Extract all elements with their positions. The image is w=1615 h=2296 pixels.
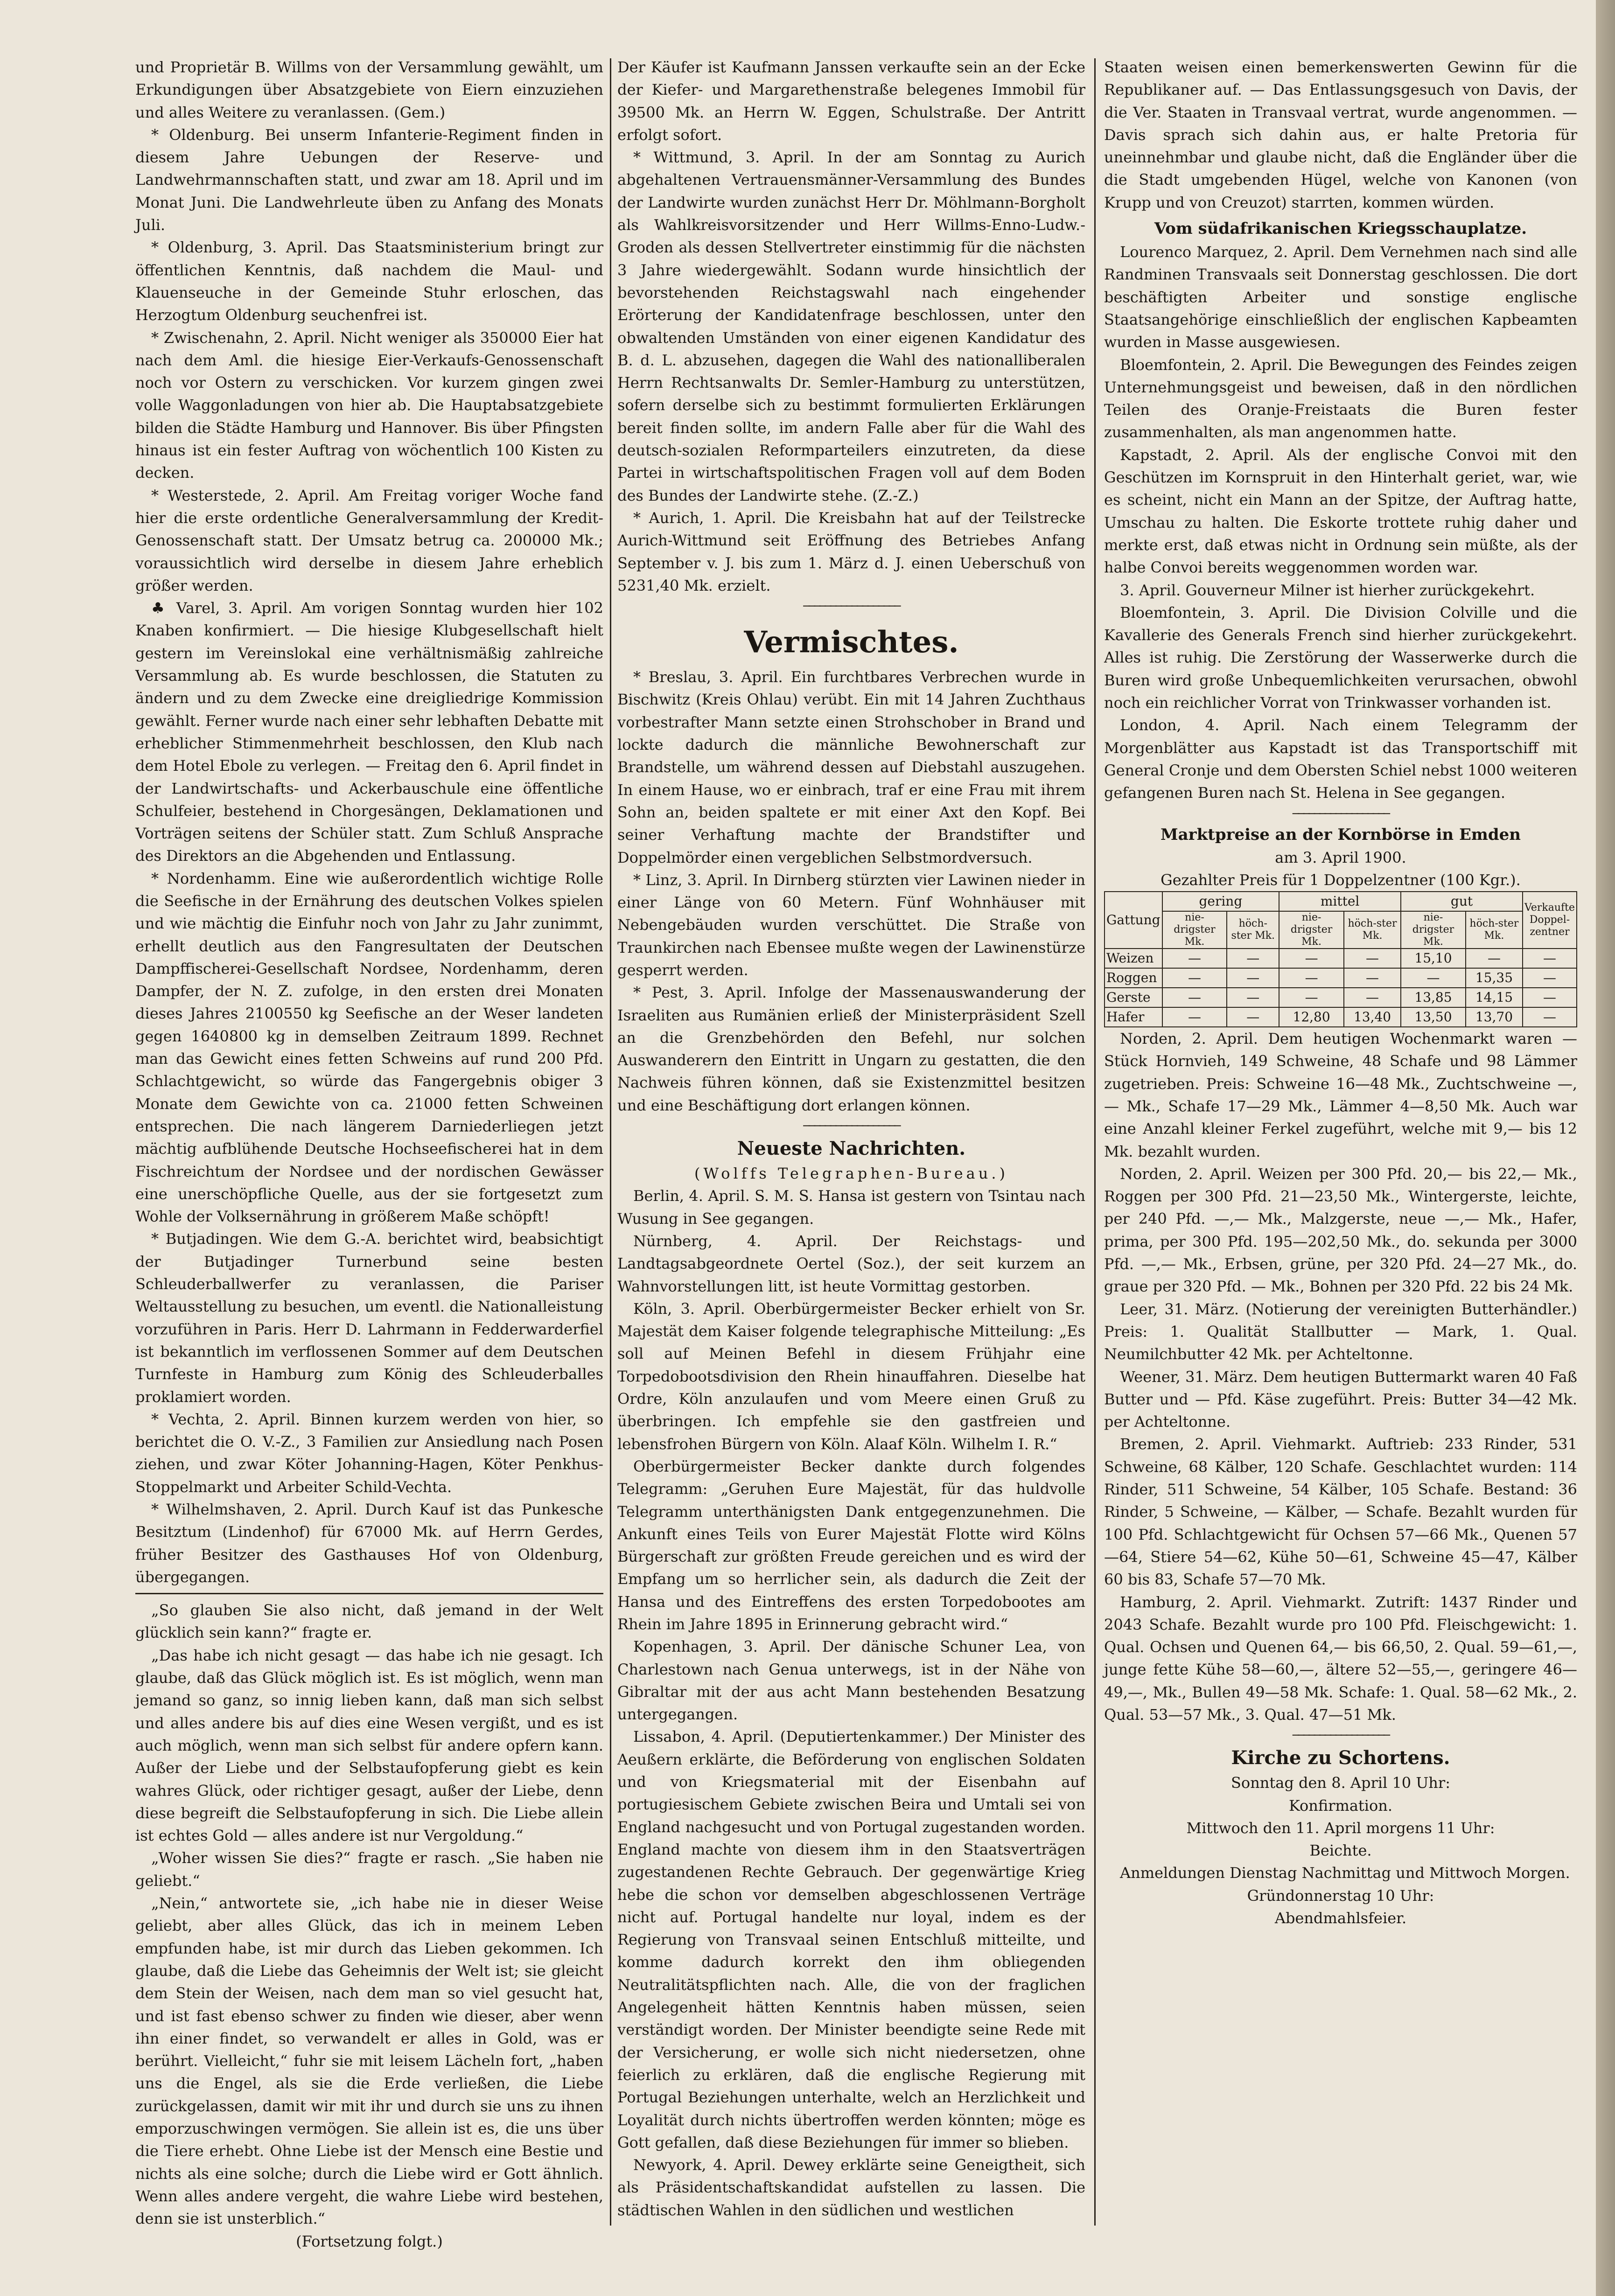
table-cell: —: [1344, 949, 1401, 968]
news-paragraph: Köln, 3. April. Oberbürgermeister Becker erhielt von Sr. Majestät dem Kaiser folgende telegraphische Mitteilung: „Es soll auf Meinen Befehl in diesem Frühjahr eine Torpedobootsdivision den Rhein hinauffahren. Dieselbe hat Ordre, Köln anzulaufen und vom Meere einen Gruß zu überbringen. Ich empfehle sie den gastfreien und lebensfrohen Bürgern von Köln. Alaaf Köln. Wilhelm I. R.“: [617, 1299, 1085, 1453]
page-edge: [1596, 0, 1615, 2296]
article-paragraph: Der Käufer ist Kaufmann Janssen verkaufte sein an der Ecke der Kiefer- und Margarethenstraße belegenes Immobil für 39500 Mk. an Herrn W. Eggen, Schulstraße. Der Antritt erfolgt sofort.: [617, 58, 1085, 144]
table-cell: —: [1523, 1007, 1577, 1027]
story-paragraph: „Woher wissen Sie dies?“ fragte er rasch. „Sie haben nie geliebt.“: [135, 1849, 603, 1890]
table-cell: Weizen: [1105, 949, 1162, 968]
table-cell: —: [1279, 949, 1344, 968]
war-paragraph: 3. April. Gouverneur Milner ist hierher zurückgekehrt.: [1120, 581, 1535, 599]
article-paragraph: Staaten weisen einen bemerkenswerten Gewinn für die Republikaner auf. — Das Entlassungsgesuch von Davis, der die Ver. Staaten in Transvaal vertrat, wurde angenommen. — Davis sprach sich dahin aus, er halte Pretoria für uneinnehmbar und glaube nicht, daß die Engländer über die die Stadt umgebenden Hügel, welche von Kanonen (von Krupp und von Creuzot) starrten, kommen würden.: [1104, 58, 1577, 211]
table-cell: —: [1401, 968, 1466, 988]
table-cell: —: [1466, 949, 1523, 968]
war-paragraph: Bloemfontein, 2. April. Die Bewegungen des Feindes zeigen Unternehmungsgeist und beweisen, daß in den nördlichen Teilen des Oranje-Freistaats die Buren fester zusammenhalten, als man angenommen hatte.: [1104, 356, 1577, 441]
table-row: [1105, 949, 1577, 968]
table-cell: —: [1279, 968, 1344, 988]
news-paragraph: Newyork, 4. April. Dewey erklärte seine Geneigtheit, sich als Präsidentschaftskandidat aufstellen zu lassen. Die städtischen Wahlen in den südlichen und westlichen: [617, 2156, 1085, 2219]
church-line: Beichte.: [1309, 1842, 1372, 1860]
story-paragraph: „Nein,“ antwortete sie, „ich habe nie in dieser Weise geliebt, aber alles Glück, das ich in meinem Leben empfunden habe, ist mir durch das Lieben gekommen. Ich glaube, daß die Liebe das Geheimnis der Welt ist; sie gleicht dem Stein der Weisen, nach dem man so viel gesucht hat, und ist fast ebenso schwer zu finden wie dieser, aber wenn ihn einer findet, so verwandelt er alles in Gold, was er berührt. Vielleicht,“ fuhr sie mit leisem Lächeln fort, „haben uns die Engel, als sie die Erde verließen, die Liebe zurückgelassen, damit wir mit ihr und durch sie uns zu ihnen emporzuschwingen vermögen. Sie allein ist es, die uns über die Tiere erhebt. Ohne Liebe ist der Mensch eine Bestie und nichts als eine solche; durch die Liebe wird er Gott ähnlich. Wenn alles andere vergeht, die wahre Liebe wird bestehen, denn sie ist unsterblich.“: [135, 1894, 603, 2228]
church-line: Abendmahlsfeier.: [1274, 1909, 1407, 1927]
column-rule-1: [610, 58, 611, 2226]
article-paragraph: * Vechta, 2. April. Binnen kurzem werden von hier, so berichtet die O. V.-Z., 3 Familien zur Ansiedlung nach Posen ziehen, und zwar Köter Johanning-Hagen, Köter Penkhus-Stoppelmarkt und Arbeiter Schild-Vechta.: [135, 1410, 603, 1496]
table-cell: 15,10: [1401, 949, 1466, 968]
news-paragraph: Berlin, 4. April. S. M. S. Hansa ist gestern von Tsintau nach Wusung in See gegangen.: [617, 1187, 1085, 1228]
market-title: Marktpreise an der Kornbörse in Emden: [1160, 825, 1521, 844]
market-subtitle: Gezahlter Preis für 1 Doppelzentner (100 Kgr.).: [1161, 871, 1521, 889]
column-1: [135, 56, 603, 2250]
table-cell: —: [1162, 968, 1227, 988]
table-cell: —: [1162, 988, 1227, 1007]
table-header-high: höch-ster Mk.: [1466, 911, 1523, 949]
table-row: [1105, 988, 1577, 1007]
table-cell: —: [1279, 988, 1344, 1007]
church-title: Kirche zu Schortens.: [1231, 1747, 1450, 1769]
table-cell: Hafer: [1105, 1007, 1162, 1027]
market-price-table: [1104, 891, 1577, 1027]
article-paragraph: * Breslau, 3. April. Ein furchtbares Verbrechen wurde in Bischwitz (Kreis Ohlau) verübt. Ein mit 14 Jahren Zuchthaus vorbestrafter Mann setzte einen Strohschober in Brand und lockte dadurch die männliche Bewohnerschaft zur Brandstelle, um während dessen auf Diebstahl auszugehen. In einem Hause, wo er einbrach, traf er eine Frau mit ihrem Sohn an, beiden spaltete er mit einer Axt den Kopf. Bei seiner Verhaftung machte der Brandstifter und Doppelmörder einen vergeblichen Selbstmordversuch.: [617, 668, 1085, 866]
column-3: [1104, 56, 1577, 2226]
table-cell: —: [1227, 988, 1279, 1007]
section-title-vermischtes: Vermischtes.: [744, 625, 959, 660]
war-paragraph: Lourenco Marquez, 2. April. Dem Vernehmen nach sind alle Randminen Transvaals seit Donnerstag geschlossen. Die dort beschäftigten Arbeiter und sonstige englische Staatsangehörige einschließlich der englischen Kapbeamten wurden in Masse ausgewiesen.: [1104, 243, 1577, 351]
table-cell: Gerste: [1105, 988, 1162, 1007]
table-row: [1105, 968, 1577, 988]
story-paragraph: „So glauben Sie also nicht, daß jemand in der Welt glücklich sein kann?“ fragte er.: [135, 1601, 603, 1642]
news-paragraph: Oberbürgermeister Becker dankte durch folgendes Telegramm: „Geruhen Eure Majestät, für das huldvolle Telegramm unterthänigsten Dank entgegenzunehmen. Die Ankunft eines Teils von Eurer Majestät Flotte wird Kölns Bürgerschaft zur größten Freude gereichen und es wird der Empfang um so herrlicher sein, als dadurch die Zeit der Hansa und des Eintreffens des ersten Torpedobootes am Rhein im Jahre 1895 in Erinnerung gebracht wird.“: [617, 1457, 1085, 1633]
section-divider: [1104, 1726, 1577, 1745]
section-divider: [617, 597, 1085, 615]
article-paragraph: * Zwischenahn, 2. April. Nicht weniger als 350000 Eier hat nach dem Aml. die hiesige Eier-Verkaufs-Genossenschaft noch vor Ostern zu verschicken. Vor kurzem gingen zwei volle Waggonladungen von hier ab. Die Hauptabsatzgebiete bilden die Städte Hamburg und Hannover. Bis über Pfingsten hinaus ist ein fester Auftrag von wöchentlich 100 Kisten zu decken.: [135, 328, 603, 482]
column-rule-2: [1094, 58, 1096, 2226]
table-header-group: gut: [1401, 892, 1523, 911]
market-paragraph: Norden, 2. April. Dem heutigen Wochenmarkt waren — Stück Hornvieh, 149 Schweine, 48 Schafe und 98 Lämmer zugetrieben. Preis: Schweine 16—48 Mk., Zuchtschweine —,— Mk., Schafe 17—29 Mk., Lämmer 4—8,50 Mk. Auch war eine Anzahl kleiner Ferkel zugeführt, welche mit 9,— bis 12 Mk. bezahlt wurden.: [1104, 1030, 1577, 1160]
table-header-group: mittel: [1279, 892, 1401, 911]
column-2: [617, 56, 1085, 2226]
article-paragraph: * Oldenburg. Bei unserm Infanterie-Regiment finden in diesem Jahre Uebungen der Reserve- und Landwehrmannschaften statt, und zwar am 18. April und im Monat Juni. Die Landwehrleute üben zu Anfang des Monats Juli.: [135, 126, 603, 234]
table-cell: 15,35: [1466, 968, 1523, 988]
section-divider: [1104, 804, 1577, 823]
church-line: Mittwoch den 11. April morgens 11 Uhr:: [1186, 1819, 1495, 1837]
church-line: Sonntag den 8. April 10 Uhr:: [1231, 1774, 1450, 1792]
table-cell: —: [1523, 949, 1577, 968]
table-header-low: nie-drigster Mk.: [1162, 911, 1227, 949]
market-paragraph: Hamburg, 2. April. Viehmarkt. Zutrift: 1437 Rinder und 2043 Schafe. Bezahlt wurde pro 100 Pfd. Fleischgewicht: 1. Qual. Ochsen und Quenen 64,— bis 66,50, 2. Qual. 59—61,—, junge fette Kühe 58—60,—, ältere 52—55,—, geringere 46—49,—, Mk., Bullen 49—58 Mk. Schafe: 1. Qual. 58—62 Mk., 2. Qual. 53—57 Mk., 3. Qual. 47—51 Mk.: [1104, 1593, 1577, 1724]
war-paragraph: Kapstadt, 2. April. Als der englische Convoi mit den Geschützen im Kornspruit in den Hinterhalt geriet, war, wie es scheint, nicht ein Mann an der Spitze, der Auftrag hatte, Umschau zu halten. Die Eskorte trottete ruhig daher und merkte erst, daß etwas nicht in Ordnung sein müßte, als der halbe Convoi bereits weggenommen worden war.: [1104, 446, 1577, 577]
table-cell: —: [1227, 968, 1279, 988]
article-paragraph: * Pest, 3. April. Infolge der Massenauswanderung der Israeliten aus Rumänien erließ der Ministerpräsident Szell an die Grenzbehörden den Befehl, nur solchen Auswanderern den Eintritt in Ungarn zu gestatten, die den Nachweis führen können, daß sie Existenzmittel besitzen und eine Beschäftigung dort erlangen können.: [617, 984, 1085, 1114]
table-header-verkauft: Verkaufte Doppel-zentner: [1523, 892, 1577, 949]
church-line: Anmeldungen Dienstag Nachmittag und Mittwoch Morgen.: [1120, 1864, 1570, 1882]
article-paragraph: * Westerstede, 2. April. Am Freitag voriger Woche fand hier die erste ordentliche Generalversammlung der Kredit-Genossenschaft statt. Der Umsatz betrug ca. 200000 Mk.; voraussichtlich wird derselbe in diesem Jahre erheblich größer werden.: [135, 486, 603, 594]
table-header-low: nie-drigster Mk.: [1401, 911, 1466, 949]
table-cell: —: [1227, 1007, 1279, 1027]
market-paragraph: Leer, 31. März. (Notierung der vereinigten Butterhändler.) Preis: 1. Qualität Stallbutter — Mark, 1. Qual. Neumilchbutter 42 Mk. per Achteltonne.: [1104, 1300, 1577, 1363]
church-line: Konfirmation.: [1288, 1796, 1393, 1814]
article-paragraph: und Proprietär B. Willms von der Versammlung gewählt, um Erkundigungen über Absatzgebiete von Eiern einzuziehen und alles Weitere zu veranlassen. (Gem.): [135, 58, 603, 121]
table-cell: 13,40: [1344, 1007, 1401, 1027]
news-paragraph: Nürnberg, 4. April. Der Reichstags- und Landtagsabgeordnete Oertel (Soz.), der seit kurzem an Wahnvorstellungen litt, ist heute Vormittag gestorben.: [617, 1232, 1085, 1295]
table-cell: Roggen: [1105, 968, 1162, 988]
table-header-high: höch-ster Mk.: [1344, 911, 1401, 949]
table-cell: —: [1227, 949, 1279, 968]
table-header-low: nie-drigster Mk.: [1279, 911, 1344, 949]
article-paragraph: * Aurich, 1. April. Die Kreisbahn hat auf der Teilstrecke Aurich-Wittmund seit Eröffnung des Betriebes Anfang September v. J. bis zum 1. März d. J. einen Ueberschuß von 5231,40 Mk. erzielt.: [617, 509, 1085, 594]
table-cell: 13,85: [1401, 988, 1466, 1007]
market-paragraph: Norden, 2. April. Weizen per 300 Pfd. 20,— bis 22,— Mk., Roggen per 300 Pfd. 21—23,50 Mk., Wintergerste, leichte, per 240 Pfd. —,— Mk., Malzgerste, neue —,— Mk., Hafer, prima, per 300 Pfd. 195—202,50 Mk., do. sekunda per 3000 Pfd. —,— Mk., Erbsen, grüne, per 320 Pfd. 24—27 Mk., do. graue per 320 Pfd. — Mk., Bohnen per 320 Pfd. 22 bis 24 Mk.: [1104, 1165, 1577, 1296]
table-cell: —: [1162, 1007, 1227, 1027]
table-cell: —: [1162, 949, 1227, 968]
section-title-news: Neueste Nachrichten.: [737, 1138, 966, 1160]
table-cell: 12,80: [1279, 1007, 1344, 1027]
news-paragraph: Lissabon, 4. April. (Deputiertenkammer.) Der Minister des Aeußern erklärte, die Beförderung von englischen Soldaten und von Kriegsmaterial mit der Eisenbahn auf portugiesischem Gebiete zwischen Beira und Umtali sei von England nachgesucht und von Portugal zugestanden worden. England machte von diesem ihm in den Staatsverträgen zugestandenen Rechte Gebrauch. Der gegenwärtige Krieg hebe die schon vor demselben abgeschlossenen Verträge nicht auf. Portugal handelte nur loyal, indem es der Regierung von Transvaal seinen Entschluß mitteilte, und komme dadurch korrekt den ihm obliegenden Neutralitätspflichten nach. Alle, die von der fraglichen Angelegenheit hätten Kenntnis haben müssen, seien verständigt worden. Der Minister beendigte seine Rede mit der Versicherung, er wolle sich nicht niedersetzen, ohne feierlich zu erklären, daß die englische Regierung mit Portugal Beziehungen unterhalte, welch an Herzlichkeit und Loyalität durch nichts übertroffen werden könnten; möge es Gott gefallen, daß diese Beziehungen für immer so blieben.: [617, 1728, 1085, 2151]
news-paragraph: Kopenhagen, 3. April. Der dänische Schuner Lea, von Charlestown nach Genua unterwegs, ist in der Nähe von Gibraltar mit der aus acht Mann bestehenden Besatzung untergegangen.: [617, 1638, 1085, 1724]
market-paragraph: Bremen, 2. April. Viehmarkt. Auftrieb: 233 Rinder, 531 Schweine, 68 Kälber, 120 Schafe. Geschlachtet wurden: 114 Rinder, 511 Schweine, 54 Kälber, 105 Schafe. Bestand: 36 Rinder, 5 Schweine, — Kälber, — Schafe. Bezahlt wurden für 100 Pfd. Schlachtgewicht für Ochsen 57—66 Mk., Quenen 57—64, Stiere 54—62, Kühe 50—61, Schweine 45—47, Kälber 60 bis 83, Schafe 57—70 Mk.: [1104, 1435, 1577, 1589]
continued-note: (Fortsetzung folgt.): [296, 2232, 443, 2250]
table-header-high: höch-ster Mk.: [1227, 911, 1279, 949]
table-cell: —: [1344, 988, 1401, 1007]
news-source: (Wolffs Telegraphen-Bureau.): [694, 1165, 1008, 1183]
article-paragraph: * Nordenhamm. Eine wie außerordentlich wichtige Rolle die Seefische in der Ernährung des deutschen Volkes spielen und wie mächtig die Einfuhr noch von Jahr zu Jahr zunimmt, erhellt deutlich aus den Fangresultaten der Deutschen Dampffischerei-Gesellschaft Nordsee, Nordenhamm, deren Dampfer, der N. Z. zufolge, in den ersten drei Monaten dieses Jahres 2100550 kg Seefische an der Weser landeten gegen 1640800 kg in demselben Zeitraum 1899. Rechnet man das Gewicht eines fetten Schweins auf rund 200 Pfd. Schlachtgewicht, so würde das Fangergebnis obiger 3 Monate dem Gewichte von ca. 21000 fetten Schweinen entsprechen. Die nach längerem Darniederliegen jetzt mächtig aufblühende Deutsche Hochseefischerei hat in dem Fischreichtum der Nordsee und der nordischen Gewässer eine unerschöpfliche Quelle, aus der sie fortgesetzt zum Wohle der Volksernährung in größerem Maße schöpft!: [135, 869, 603, 1226]
table-cell: —: [1344, 968, 1401, 988]
table-cell: 14,15: [1466, 988, 1523, 1007]
table-row: [1105, 1007, 1577, 1027]
table-header-gattung: Gattung: [1105, 892, 1162, 949]
war-paragraph: Bloemfontein, 3. April. Die Division Colville und die Kavallerie des Generals French sind hierher zurückgekehrt. Alles ist ruhig. Die Zerstörung der Wasserwerke durch die Buren wird große Unbequemlichkeiten verursachen, obwohl noch ein reichlicher Vorrat von Trinkwasser vorhanden ist.: [1104, 603, 1577, 712]
market-date: am 3. April 1900.: [1275, 848, 1406, 866]
story-paragraph: „Das habe ich nicht gesagt — das habe ich nie gesagt. Ich glaube, daß das Glück möglich ist. Es ist möglich, wenn man jemand so ganz, so innig lieben kann, daß man sich selbst und alles andere bis auf dies eine Wesen vergißt, und es ist auch möglich, wenn man sich selbst für andere opfern kann. Außer der Liebe und der Selbstaufopferung giebt es kein wahres Glück, oder richtiger gesagt, außer der Liebe, denn diese begreift die Selbstaufopferung in sich. Die Liebe allein ist echtes Gold — alles andere ist nur Vergoldung.“: [135, 1646, 603, 1845]
feuilleton-divider: [135, 1593, 603, 1594]
article-paragraph: ♣ Varel, 3. April. Am vorigen Sonntag wurden hier 102 Knaben konfirmiert. — Die hiesige Klubgesellschaft hielt gestern im Vereinslokal eine verhältnismäßig zahlreiche Versammlung ab. Es wurde beschlossen, die Statuten zu ändern und zu dem Zwecke eine dreigliedrige Kommission gewählt. Ferner wurde nach einer sehr lebhaften Debatte mit erheblicher Stimmenmehrheit beschlossen, den Klub nach dem Hotel Ebole zu verlegen. — Freitag den 6. April findet in der Landwirtschafts- und Ackerbauschule eine öffentliche Schulfeier, bestehend in Chorgesängen, Deklamationen und Vorträgen seitens der Schüler statt. Zum Schluß Ansprache des Direktors an die Abgehenden und Entlassung.: [135, 599, 603, 865]
article-paragraph: * Butjadingen. Wie dem G.-A. berichtet wird, beabsichtigt der Butjadinger Turnerbund seine besten Schleuderballwerfer zu veranlassen, die Pariser Weltausstellung zu besuchen, um eventl. die Nationalleistung vorzuführen in Paris. Herr D. Lahrmann in Fedderwarderfiel ist bekanntlich im verflossenen Sommer auf dem Deutschen Turnfeste in Hamburg zum König des Schleuderballes proklamiert worden.: [135, 1230, 603, 1406]
market-paragraph: Weener, 31. März. Dem heutigen Buttermarkt waren 40 Faß Butter und — Pfd. Käse zugeführt. Preis: Butter 34—42 Mk. per Achteltonne.: [1104, 1368, 1577, 1431]
war-paragraph: London, 4. April. Nach einem Telegramm der Morgenblätter aus Kapstadt ist das Transportschiff mit General Cronje und dem Obersten Schiel nebst 1000 weiteren gefangenen Buren nach St. Helena in See gegangen.: [1104, 716, 1577, 802]
table-cell: 13,50: [1401, 1007, 1466, 1027]
article-paragraph: * Oldenburg, 3. April. Das Staatsministerium bringt zur öffentlichen Kenntnis, daß nachdem die Maul- und Klauenseuche in der Gemeinde Stuhr erloschen, das Herzogtum Oldenburg seuchenfrei ist.: [135, 238, 603, 324]
article-paragraph: * Wittmund, 3. April. In der am Sonntag zu Aurich abgehaltenen Vertrauensmänner-Versammlung des Bundes der Landwirte wurden zunächst Herr Dr. Möhlmann-Borgholt als Wahlkreisvorsitzender und Herr Willms-Enno-Ludw.-Groden als dessen Stellvertreter einstimmig für die nächsten 3 Jahre wiedergewählt. Sodann wurde hinsichtlich der bevorstehenden Reichstagswahl nach eingehender Erörterung der Kandidatenfrage beschlossen, unter den obwaltenden Umständen von einer eigenen Kandidatur des B. d. L. abzusehen, dagegen die Wahl des nationalliberalen Herrn Rechtsanwalts Dr. Semler-Hamburg zu unterstützen, sofern derselbe sich zu bestimmt formulierten Erklärungen bereit finden sollte, im andern Falle aber für die Wahl des deutsch-sozialen Reformparteilers einzutreten, da diese Partei in wirtschaftspolitischen Fragen voll auf dem Boden des Bundes der Landwirte stehe. (Z.-Z.): [617, 148, 1085, 504]
article-paragraph: * Linz, 3. April. In Dirnberg stürzten vier Lawinen nieder in einer Länge von 60 Metern. Fünf Wohnhäuser mit Nebengebäuden wurden verschüttet. Die Straße von Traunkirchen nach Ebensee mußte wegen der Lawinenstürze gesperrt werden.: [617, 871, 1085, 979]
section-title-war: Vom südafrikanischen Kriegsschauplatze.: [1154, 219, 1527, 238]
article-paragraph: * Wilhelmshaven, 2. April. Durch Kauf ist das Punkesche Besitztum (Lindenhof) für 67000 Mk. auf Herrn Gerdes, früher Besitzer des Gasthauses Hof von Oldenburg, übergegangen.: [135, 1500, 603, 1586]
table-cell: —: [1523, 988, 1577, 1007]
section-divider: [617, 1117, 1085, 1135]
church-line: Gründonnerstag 10 Uhr:: [1247, 1886, 1434, 1905]
table-cell: —: [1523, 968, 1577, 988]
table-header-group: gering: [1162, 892, 1279, 911]
table-cell: 13,70: [1466, 1007, 1523, 1027]
